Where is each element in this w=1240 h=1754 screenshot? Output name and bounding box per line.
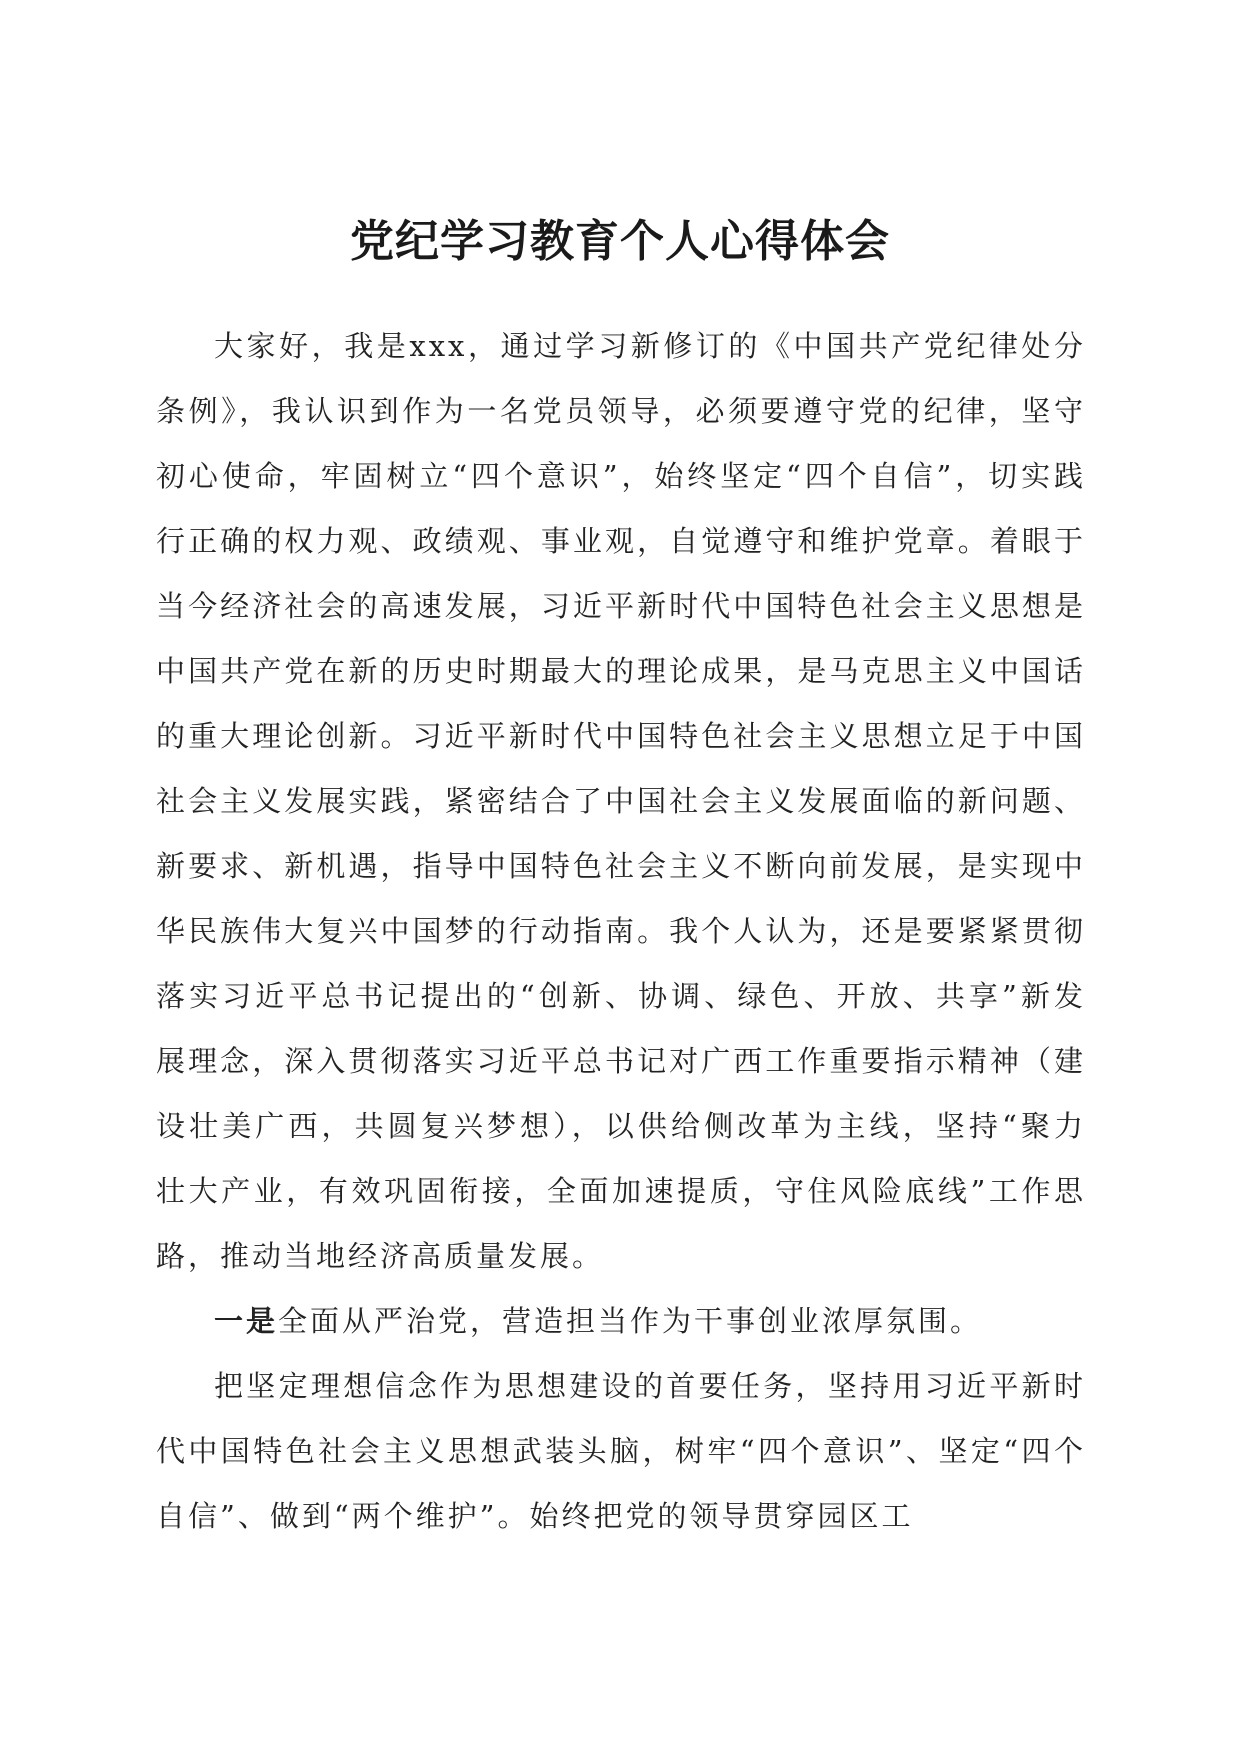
paragraph-point-one xyxy=(156,1289,1086,1354)
paragraph-intro: 大家好，我是xxx，通过学习新修订的《中国共产党纪律处分条例》，我认识到作为一名党员领导，必须要遵守党的纪律，坚守初心使命，牢固树立“四个意识”，始终坚定“四个自信”，切实践行正确的权力观、政绩观、事业观，自觉遵守和维护党章。着眼于当今经济社会的高速发展，习近平新时代中国特色社会主义思想是中国共产党在新的历史时期最大的理论成果，是马克思主义中国话的重大理论创新。习近平新时代中国特色社会主义思想立足于中国社会主义发展实践，紧密结合了中国社会主义发展面临的新问题、新要求、新机遇，指导中国特色社会主义不断向前发展，是实现中华民族伟大复兴中国梦的行动指南。我个人认为，还是要紧紧贯彻落实习近平总书记提出的“创新、协调、绿色、开放、共享”新发展理念，深入贯彻落实习近平总书记对广西工作重要指示精神（建设壮美广西，共圆复兴梦想），以供给侧改革为主线，坚持“聚力壮大产业，有效巩固衔接，全面加速提质，守住风险底线”工作思路，推动当地经济高质量发展。 xyxy=(156,329,1086,1273)
document-title: 党纪学习教育个人心得体会 xyxy=(350,216,890,267)
paragraph-ideology: 把坚定理想信念作为思想建设的首要任务，坚持用习近平新时代中国特色社会主义思想武装头脑，树牢“四个意识”、坚定“四个自信”、做到“两个维护”。始终把党的领导贯穿园区工 xyxy=(156,1369,1086,1533)
document-body xyxy=(156,314,1086,1549)
paragraph-point-one-text: 全面从严治党，营造担当作为干事创业浓厚氛围。 xyxy=(278,1304,983,1338)
paragraph-point-one-lead: 一是 xyxy=(214,1304,279,1338)
